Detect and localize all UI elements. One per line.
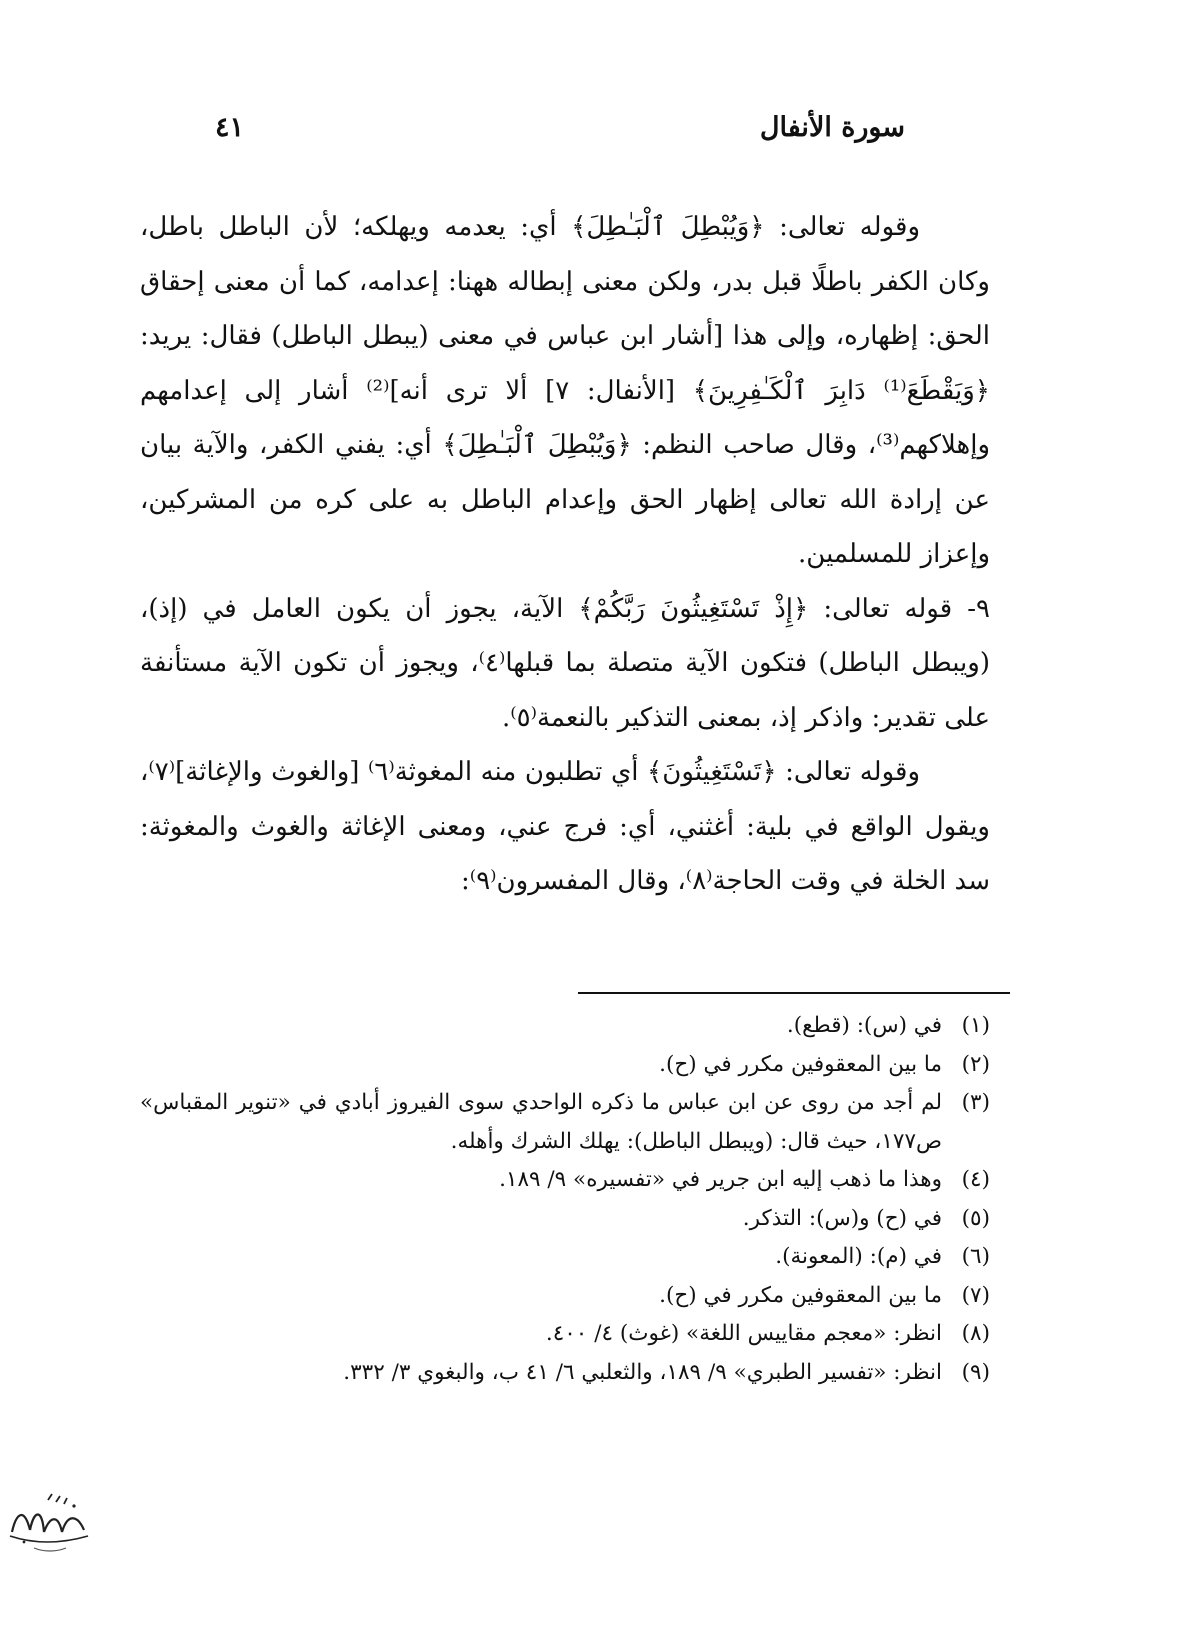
footnote-item [140, 1354, 990, 1393]
footnote-item [140, 1046, 990, 1085]
surah-title: سورة الأنفال [759, 112, 905, 143]
calligraphy-stamp-logo [4, 1486, 92, 1560]
footnote-number: (٦) [961, 1244, 990, 1269]
footnote-item [140, 1007, 990, 1046]
footnote-text: في (م): (المعونة). [775, 1244, 942, 1269]
footnote-text: انظر: «تفسير الطبري» ٩/ ١٨٩، والثعلبي ٦/ ٤١ ب، والبغوي ٣/ ٣٣٢. [343, 1359, 942, 1385]
footnote-number: (٨) [961, 1321, 990, 1346]
footnote-text: ما بين المعقوفين مكرر في (ح). [659, 1282, 942, 1308]
stamp-graphic [4, 1486, 92, 1560]
footnotes-list [140, 1007, 990, 1392]
footnote-number: (١) [961, 1013, 990, 1038]
footnote-text: وهذا ما ذهب إليه ابن جرير في «تفسيره» ٩/ ١٨٩. [499, 1167, 942, 1192]
page-number: ٤١ [215, 112, 245, 143]
footnote-item [140, 1238, 990, 1277]
paragraph: وقوله تعالى: ﴿وَيُبْطِلَ ٱلْبَـٰطِلَ﴾ أي: يعدمه ويهلكه؛ لأن الباطل باطل، وكان الكفر باطلًا قبل بدر، ولكن معنى إبطاله ههنا: إعدامه، كما أن معنى إحقاق الحق: إظهاره، وإلى هذا [أشار ابن عباس في معنى (يبطل الباطل) فقال: يريد: ﴿وَيَقْطَعَ⁽¹⁾ دَابِرَ ٱلْكَـٰفِرِينَ﴾ [الأنفال: ٧] ألا ترى أنه]⁽²⁾ أشار إلى إعدامهم وإهلاكهم⁽³⁾، وقال صاحب النظم: ﴿وَيُبْطِلَ ٱلْبَـٰطِلَ﴾ أي: يفني الكفر، والآية بيان عن إرادة الله تعالى إظهار الحق وإعدام الباطل به على كره من المشركين، وإعزاز للمسلمين. [140, 212, 990, 569]
footnote-item [140, 1161, 990, 1200]
footnote-number: (٩) [961, 1359, 990, 1385]
footnote-item [140, 1200, 990, 1239]
footnote-text: لم أجد من روى عن ابن عباس ما ذكره الواحدي سوى الفيروز أبادي في «تنوير المقباس» ص١٧٧، حيث قال: (ويبطل الباطل): يهلك الشرك وأهله. [140, 1090, 942, 1154]
footnote-item [140, 1315, 990, 1354]
footnote-number: (٢) [961, 1051, 990, 1077]
main-text [140, 200, 990, 909]
footnote-item [140, 1277, 990, 1316]
footnote-item [140, 1084, 990, 1161]
footnote-number: (٥) [961, 1205, 990, 1231]
paragraph: ٩- قوله تعالى: ﴿إِذْ تَسْتَغِيثُونَ رَبَّكُمْ﴾ الآية، يجوز أن يكون العامل في (إذ)، (ويبطل الباطل) فتكون الآية متصلة بما قبلها⁽٤⁾، ويجوز أن تكون الآية مستأنفة على تقدير: واذكر إذ، بمعنى التذكير بالنعمة⁽٥⁾. [140, 593, 990, 733]
footnote-text: ما بين المعقوفين مكرر في (ح). [659, 1051, 942, 1077]
paragraph: وقوله تعالى: ﴿تَسْتَغِيثُونَ﴾ أي تطلبون منه المغوثة⁽٦⁾ [والغوث والإغاثة]⁽٧⁾، ويقول الواقع في بلية: أغثني، أي: فرج عني، ومعنى الإغاثة والغوث والمغوثة: سد الخلة في وقت الحاجة⁽٨⁾، وقال المفسرون⁽٩⁾: [140, 757, 990, 896]
footnote-number: (٣) [961, 1090, 990, 1115]
footnote-text: في (س): (قطع). [786, 1013, 942, 1038]
footnote-number: (٧) [961, 1282, 990, 1308]
page-header [215, 112, 905, 162]
footnote-text: في (ح) و(س): التذكر. [742, 1205, 942, 1231]
footnote-separator [578, 992, 1010, 994]
footnote-number: (٤) [961, 1167, 990, 1192]
footnote-text: انظر: «معجم مقاييس اللغة» (غوث) ٤/ ٤٠٠. [545, 1321, 942, 1346]
